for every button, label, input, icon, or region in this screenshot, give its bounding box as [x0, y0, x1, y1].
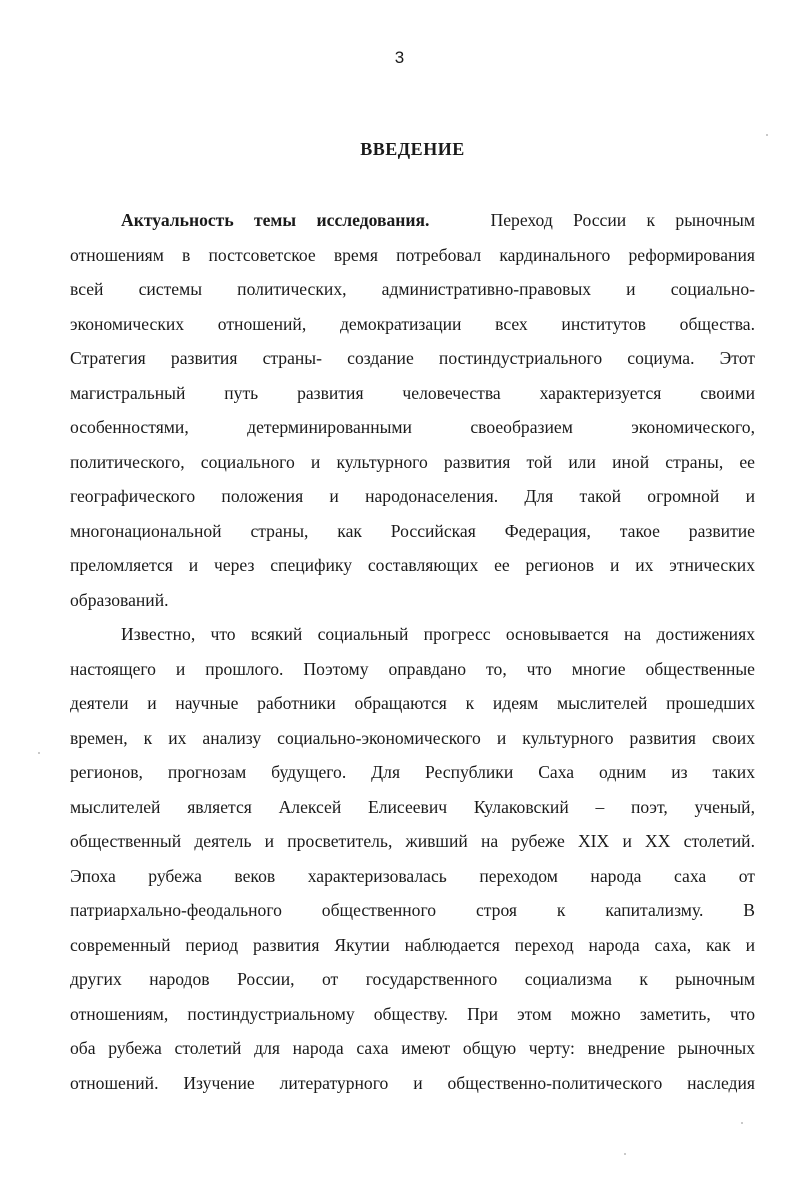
text-line: отношениям, постиндустриальному обществу. При этом можно заметить, что	[70, 1003, 755, 1024]
text-line: отношений. Изучение литературного и общественно-политического наследия	[70, 1072, 755, 1093]
text-line: настоящего и прошлого. Поэтому оправдано то, что многие общественные	[70, 658, 755, 679]
document-body	[70, 203, 755, 1100]
text-line: мыслителей является Алексей Елисеевич Кулаковский – поэт, ученый,	[70, 796, 755, 817]
text-line: образований.	[70, 589, 169, 610]
paragraph-lead: Актуальность темы исследования.	[121, 210, 430, 230]
text-line: деятели и научные работники обращаются к идеям мыслителей прошедших	[70, 693, 755, 713]
text-line: других народов России, от государственного социализма к рыночным	[70, 969, 755, 989]
text-line: экономических отношений, демократизации всех институтов общества.	[70, 313, 755, 334]
text-line: общественный деятель и просветитель, живший на рубеже XIX и XX столетий.	[70, 831, 755, 851]
scan-speck	[741, 1122, 743, 1124]
text-line: многонациональной страны, как Российская Федерация, такое развитие	[70, 520, 755, 541]
text-line: всей системы политических, административно-правовых и социально-	[70, 279, 755, 299]
page-number: 3	[394, 48, 405, 67]
text-line: оба рубежа столетий для народа саха имеют общую черту: внедрение рыночных	[70, 1038, 755, 1058]
scan-speck	[766, 134, 768, 136]
text-line: преломляется и через специфику составляющих ее регионов и их этнических	[70, 555, 755, 575]
paragraph-1-line-1	[70, 203, 755, 238]
scan-speck	[38, 752, 40, 754]
text-line: географического положения и народонаселения. Для такой огромной и	[70, 486, 755, 506]
text-line: магистральный путь развития человечества характеризуется своими	[70, 382, 755, 403]
text-line: регионов, прогнозам будущего. Для Республики Саха одним из таких	[70, 762, 755, 782]
scan-speck	[624, 1153, 626, 1155]
text-line: Стратегия развития страны- создание постиндустриального социума. Этот	[70, 348, 755, 368]
paragraph-2-line-1: Известно, что всякий социальный прогресс основывается на достижениях	[121, 624, 755, 644]
text-line: времен, к их анализу социально-экономического и культурного развития своих	[70, 727, 755, 748]
text-line: отношениям в постсоветское время потребовал кардинального реформирования	[70, 244, 755, 265]
text-line: политического, социального и культурного развития той или иной страны, ее	[70, 451, 755, 472]
text-line: патриархально-феодального общественного строя к капитализму. В	[70, 900, 755, 920]
text-span: Переход России к рыночным	[490, 210, 756, 230]
text-line: современный период развития Якутии наблюдается переход народа саха, как и	[70, 934, 755, 955]
text-line: особенностями, детерминированными своеобразием экономического,	[70, 417, 755, 437]
page-title: ВВЕДЕНИЕ	[360, 139, 465, 159]
text-line: Эпоха рубежа веков характеризовалась переходом народа саха от	[70, 865, 755, 886]
